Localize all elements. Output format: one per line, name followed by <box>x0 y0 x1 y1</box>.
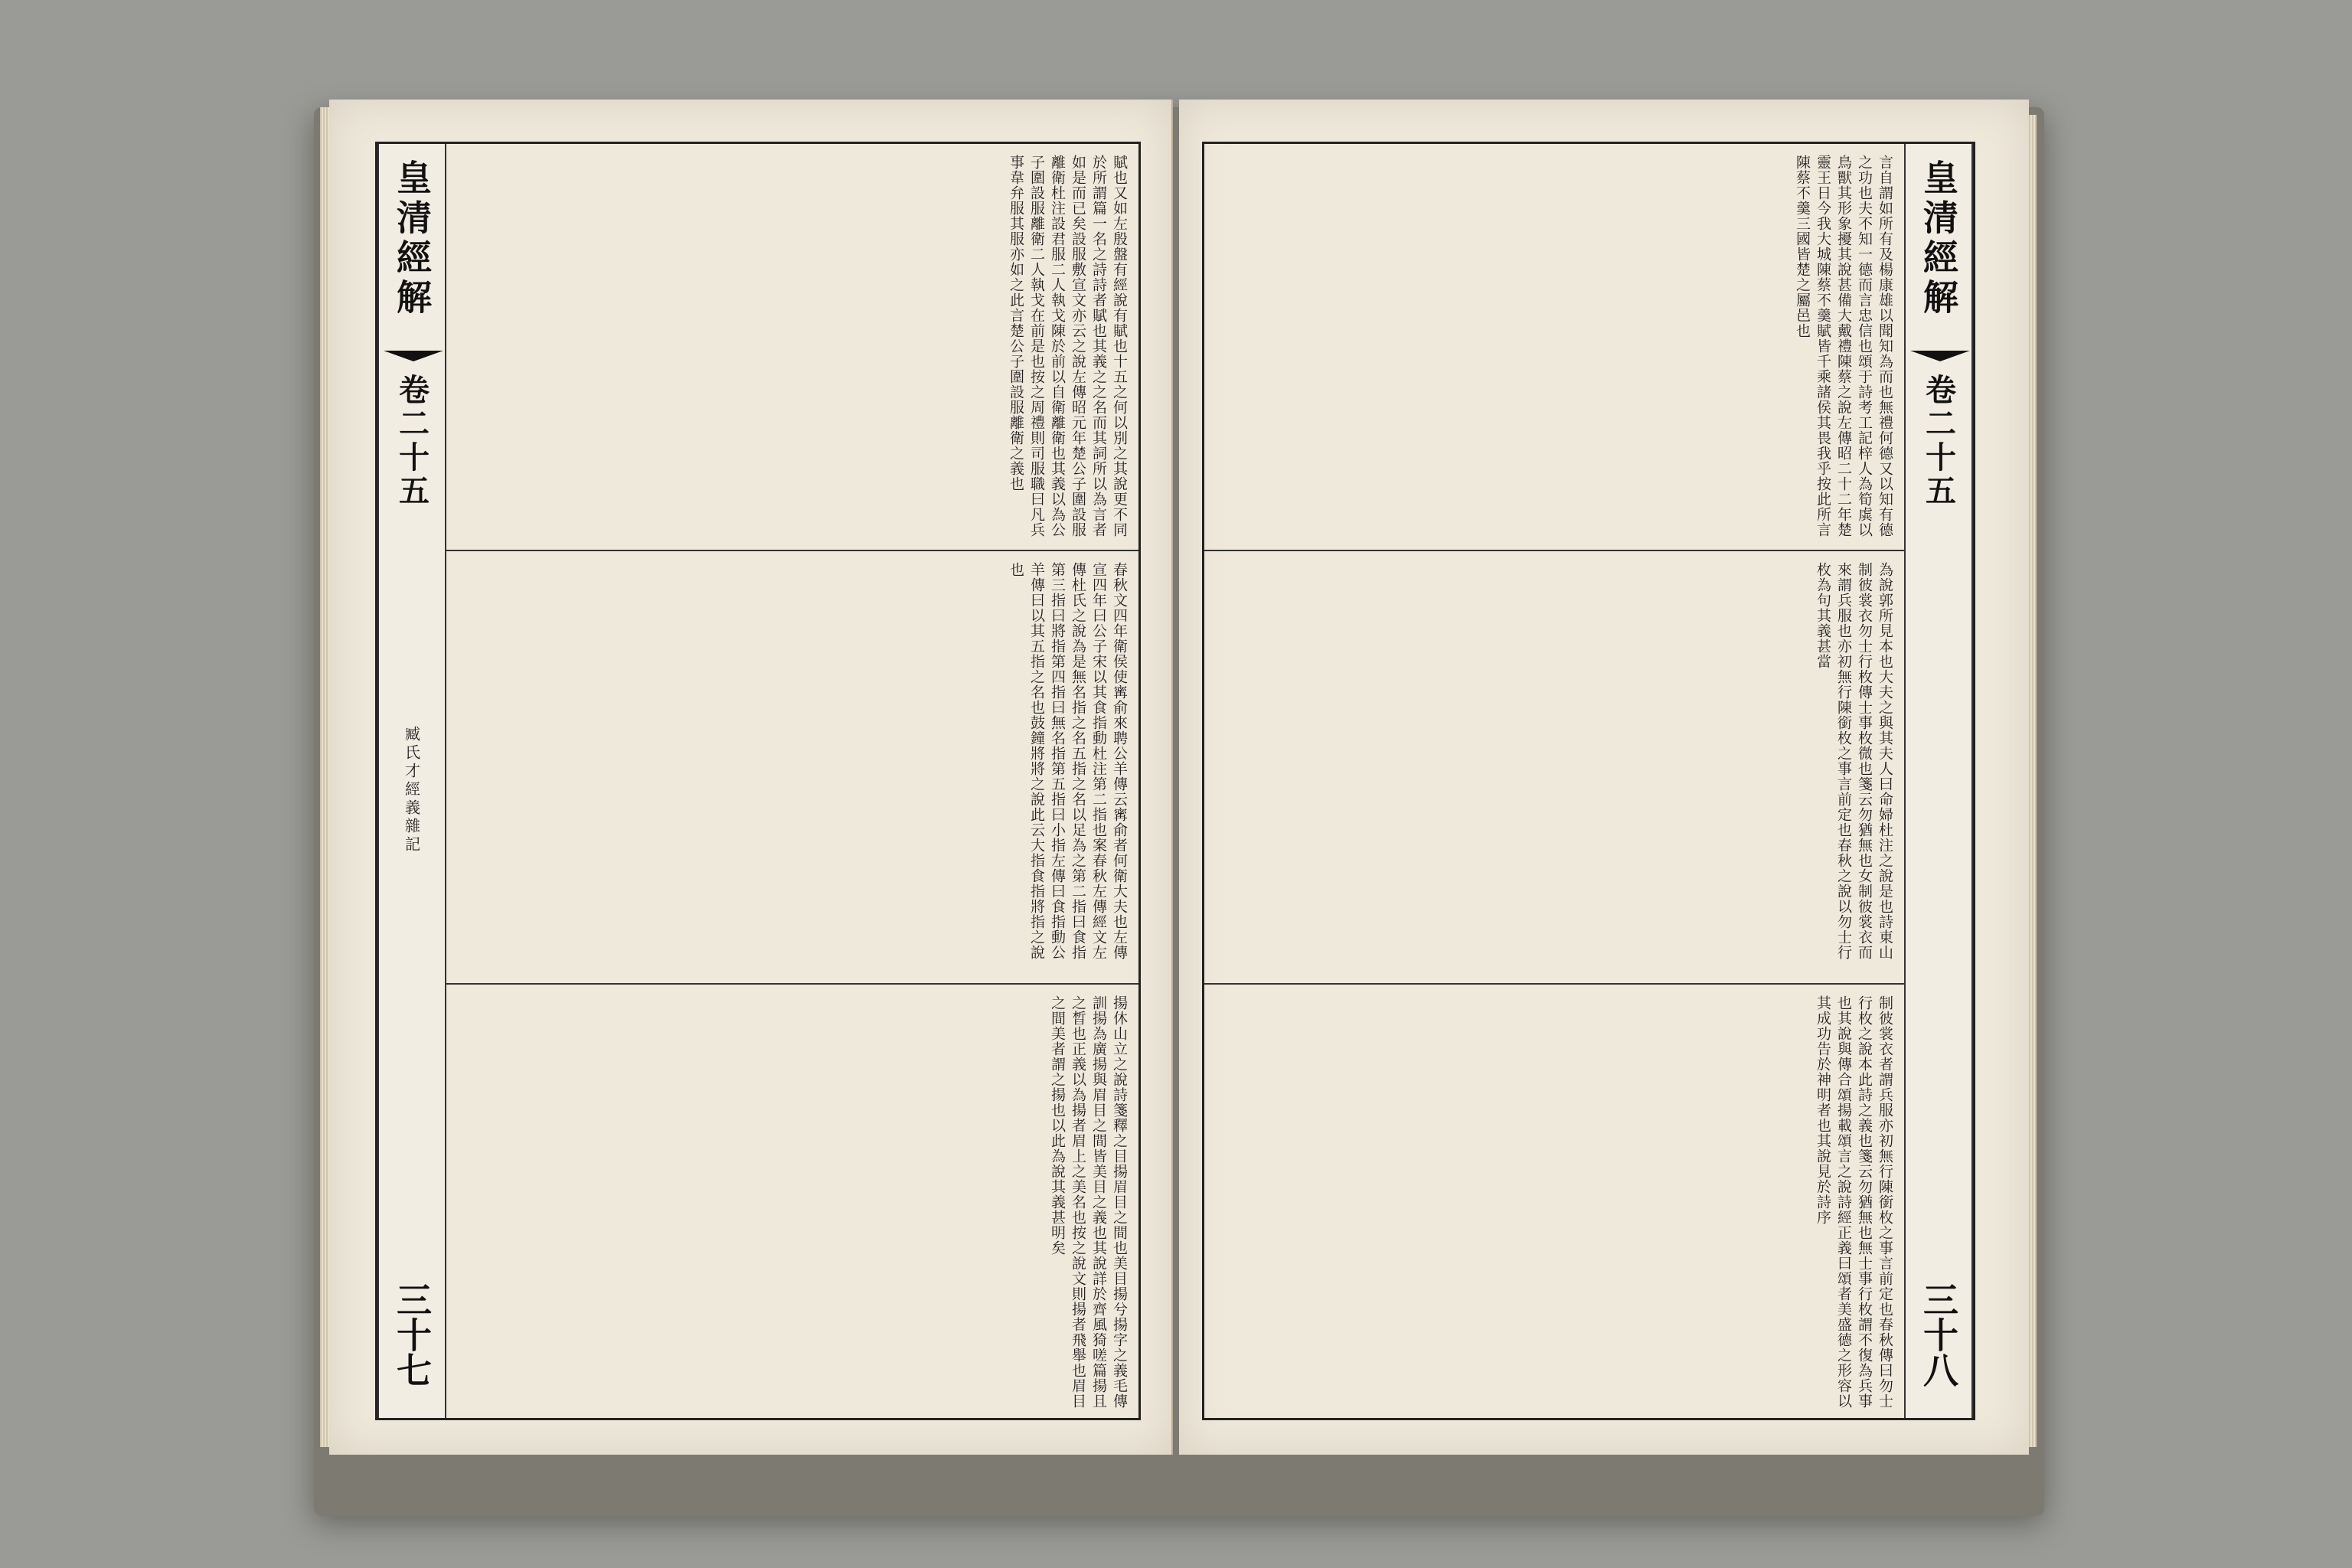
right-tier-1 <box>1204 144 1904 551</box>
right-page-frame <box>1202 142 1975 1420</box>
section-subtitle: 臧氏才經義雜記 <box>402 726 421 854</box>
left-tier-2-text: 春秋文四年衛侯使寗俞來聘公羊傳云寗俞者何衛大夫也左傳宣四年曰公子宋以其食指動杜注第二指也案春秋左傳經文左傳杜氏之說為是無名指之名五指之名以足為之第二指曰食指第三指曰將指第四指曰無名指第五指曰小指左傳曰食指動公羊傳曰以其五指之名也鼓鐘將將之說此云大指食指將指之說也 <box>1008 562 1128 961</box>
left-tier-2 <box>446 551 1138 985</box>
volume-label-right: 卷二十五 <box>1920 374 1957 508</box>
left-text-area <box>446 144 1138 1418</box>
right-tier-1-text: 言自謂如所有及楊康雄以聞知為而也無禮何德又以知有德之功也夫不知一德而言忠信也頌于詩考工記梓人為筍虡以鳥獸其形象擾其說甚備大戴禮陳蔡之說左傳昭二十二年楚靈王日今我大城陳蔡不羹賦皆千乘諸侯其畏我乎按此所言陳蔡不羹三國皆楚之屬邑也 <box>1794 155 1893 537</box>
right-tier-2 <box>1204 551 1904 985</box>
right-page <box>1179 100 2029 1455</box>
fish-tail-mark-icon <box>1910 351 1970 361</box>
page-number-left: 三十七 <box>391 1282 433 1387</box>
left-tier-3-text: 揚休山立之說詩箋釋之目揚眉目之間也美目揚兮揚字之義毛傳訓揚為廣揚與眉目之間皆美目之義也其說詳於齊風猗嗟篇揚且之晳也正義以為揚者眉上之美名也按之說文則揚者飛舉也眉目之間美者謂之揚也以此為說其義甚明矣 <box>1049 995 1128 1410</box>
volume-label: 卷二十五 <box>394 374 430 508</box>
book-title-right: 皇清經解 <box>1918 159 1959 318</box>
left-page-banner <box>377 144 446 1418</box>
right-tier-3-text: 制彼裳衣者謂兵服亦初無行陳銜枚之事言前定也春秋傳曰勿士行枚之說本此詩之義也箋云勿猶無也無士事行枚謂不復為兵事也其說與傳合頌揚載頌言之說詩經正義曰頌者美盛德之形容以其成功告於神明者也其說見於詩序 <box>1815 995 1893 1410</box>
fish-tail-mark-icon <box>384 351 443 361</box>
left-page-frame <box>375 142 1141 1420</box>
right-text-area <box>1204 144 1904 1418</box>
book-title: 皇清經解 <box>391 159 433 318</box>
right-tier-2-text: 為說郭所見本也大夫之與其夫人曰命婦杜注之說是也詩東山制彼裳衣勿士行枚傳士事枚微也箋云勿猶無也女制彼裳衣而來謂兵服也亦初無行陳銜枚之事言前定也春秋之說以勿士行枚為句其義甚當 <box>1815 562 1893 961</box>
right-page-banner <box>1904 144 1973 1418</box>
left-page <box>329 100 1173 1455</box>
left-tier-1-text: 賦也又如左殷盤有經說有賦也十五之何以別之其說更不同於所謂篇一名之詩詩者賦也其義之之名而其詞所以為言者如是而已矣設服敷宣文亦云之說左傳昭元年楚公子圍設服離衛杜注設君服二人執戈陳於前以自衛離衛也其義以為公子圍設服離衛二人執戈在前是也按之周禮則司服職曰凡兵事韋弁服其服亦如之此言楚公子圍設服離衛之義也 <box>1008 155 1128 537</box>
left-tier-3 <box>446 985 1138 1418</box>
page-number-right: 三十八 <box>1918 1282 1959 1387</box>
right-tier-3 <box>1204 985 1904 1418</box>
left-tier-1 <box>446 144 1138 551</box>
